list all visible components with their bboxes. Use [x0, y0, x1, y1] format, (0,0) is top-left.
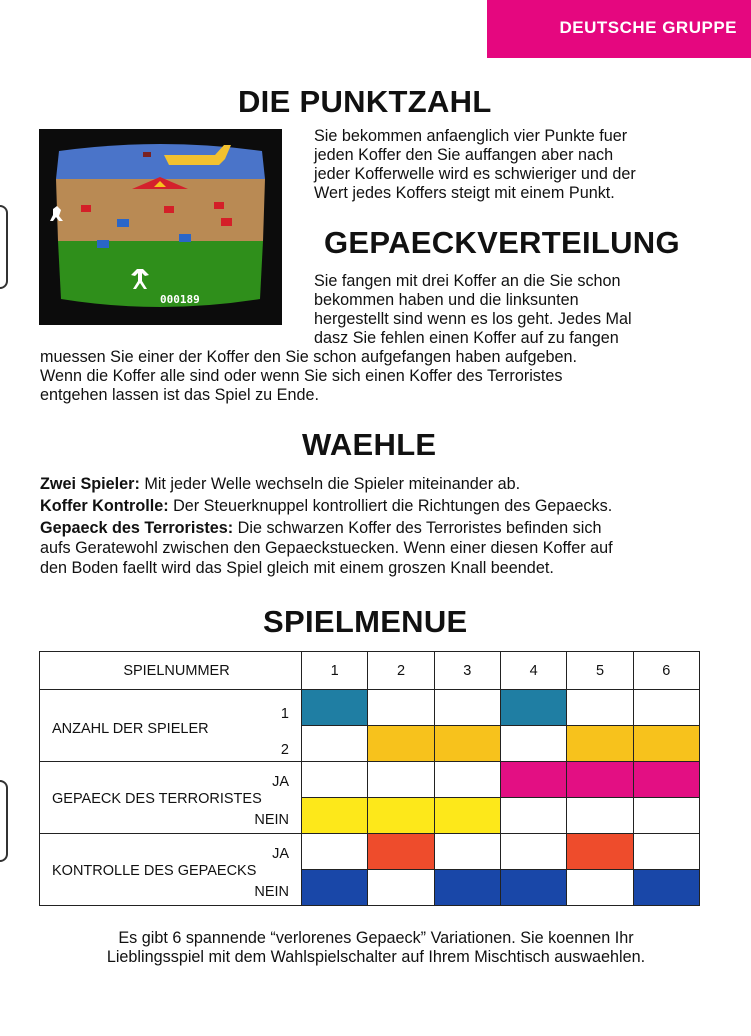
menu-cell	[633, 690, 699, 726]
game-number: 5	[567, 652, 633, 690]
suitcase-5	[221, 218, 232, 226]
distribution-line: dasz Sie fehlen einen Koffer auf zu fangen	[314, 329, 619, 347]
choice-control	[40, 496, 613, 516]
menu-cell	[434, 726, 500, 762]
choice-terror-line2: aufs Geratewohl zwischen den Gepaeckstuecken. Wenn einer diesen Koffer auf	[40, 539, 613, 557]
sky-suitcase	[143, 152, 151, 157]
game-screenshot	[39, 129, 282, 325]
menu-row	[40, 762, 700, 798]
menu-cell	[567, 834, 633, 870]
menu-cell	[368, 798, 434, 834]
distribution-line: hergestellt sind wenn es los geht. Jedes Mal	[314, 310, 632, 328]
menu-cell	[567, 726, 633, 762]
banner-title: DEUTSCHE GRUPPE	[559, 18, 737, 37]
menu-cell	[567, 798, 633, 834]
menu-cell	[633, 870, 699, 906]
option-label: NEIN	[254, 812, 289, 828]
menu-cell	[368, 870, 434, 906]
menu-cell	[567, 690, 633, 726]
group-cell-control	[40, 834, 302, 906]
menu-cell	[302, 798, 368, 834]
suitcase-1	[81, 205, 91, 212]
suitcase-7	[179, 234, 191, 242]
menu-cell	[633, 762, 699, 798]
group-label-terror: GEPAECK DES TERRORISTES	[52, 791, 262, 807]
game-screen-svg	[39, 129, 282, 325]
game-number: 6	[633, 652, 699, 690]
menu-cell	[368, 834, 434, 870]
menu-cell	[434, 834, 500, 870]
menu-cell	[368, 726, 434, 762]
menu-cell	[500, 726, 566, 762]
game-number: 2	[368, 652, 434, 690]
game-number: 1	[302, 652, 368, 690]
binder-clip-bottom	[0, 780, 8, 862]
suitcase-4	[214, 202, 224, 209]
menu-cell	[500, 870, 566, 906]
menu-cell	[434, 798, 500, 834]
game-number: 3	[434, 652, 500, 690]
group-label-control: KONTROLLE DES GEPAECKS	[52, 863, 257, 879]
menu-row	[40, 690, 700, 726]
distribution-line: muessen Sie einer der Koffer den Sie schon aufgefangen haben aufgeben.	[40, 348, 577, 366]
menu-cell	[434, 762, 500, 798]
menu-cell	[434, 870, 500, 906]
choices-text	[40, 474, 613, 578]
menu-cell	[567, 870, 633, 906]
menu-cell	[434, 690, 500, 726]
menu-cell	[633, 726, 699, 762]
distribution-line: bekommen haben und die linksunten	[314, 291, 579, 309]
game-menu-table	[39, 651, 700, 906]
distribution-line: Wenn die Koffer alle sind oder wenn Sie sich einen Koffer des Terroristes	[40, 367, 563, 385]
binder-clip-top	[0, 205, 8, 289]
option-label: JA	[272, 774, 289, 790]
scoring-line: Wert jedes Koffers steigt mit einem Punkt.	[314, 184, 615, 202]
footer-text	[40, 929, 712, 967]
menu-cell	[302, 690, 368, 726]
group-cell-players	[40, 690, 302, 762]
scoring-line: jeden Koffer den Sie auffangen aber nach	[314, 146, 614, 164]
choice-control-text: Der Steuerknuppel kontrolliert die Richtungen des Gepaecks.	[168, 497, 613, 515]
menu-header-row	[40, 652, 700, 690]
suitcase-6	[97, 240, 109, 248]
menu-row	[40, 834, 700, 870]
distribution-text-right	[314, 272, 632, 348]
choice-two-players-label: Zwei Spieler:	[40, 475, 140, 493]
menu-cell	[500, 798, 566, 834]
menu-cell	[500, 762, 566, 798]
option-label: JA	[272, 846, 289, 862]
scoring-line: jeder Kofferwelle wird es schwieriger und der	[314, 165, 636, 183]
choice-two-players	[40, 474, 613, 494]
menu-cell	[633, 798, 699, 834]
group-label-players: ANZAHL DER SPIELER	[52, 721, 209, 737]
scoring-line: Sie bekommen anfaenglich vier Punkte fuer	[314, 127, 628, 145]
choice-two-players-text: Mit jeder Welle wechseln die Spieler miteinander ab.	[139, 475, 521, 493]
choice-terror-line3: den Boden faellt wird das Spiel gleich mit einem groszen Knall beendet.	[40, 559, 554, 577]
suitcase-3	[164, 206, 174, 213]
menu-cell	[302, 762, 368, 798]
menu-cell	[302, 726, 368, 762]
option-label: 2	[280, 742, 289, 758]
distribution-text-full	[40, 348, 577, 405]
distribution-line: Sie fangen mit drei Koffer an die Sie schon	[314, 272, 621, 290]
menu-cell	[368, 762, 434, 798]
header-banner	[0, 0, 751, 58]
footer-line: Es gibt 6 spannende “verlorenes Gepaeck” Variationen. Sie koennen Ihr	[118, 929, 634, 947]
distribution-title: GEPAECKVERTEILUNG	[324, 225, 680, 260]
game-number: 4	[500, 652, 566, 690]
menu-cell	[368, 690, 434, 726]
scoring-title: DIE PUNKTZAHL	[238, 84, 492, 119]
menu-cell	[302, 870, 368, 906]
menu-header-label: SPIELNUMMER	[40, 652, 302, 690]
menu-cell	[633, 834, 699, 870]
scoring-text	[314, 127, 636, 203]
menu-title: SPIELMENUE	[263, 604, 468, 639]
choice-terror-line1: Die schwarzen Koffer des Terroristes befinden sich	[233, 519, 602, 537]
score-display: 000189	[160, 293, 200, 306]
choice-control-label: Koffer Kontrolle:	[40, 497, 169, 515]
screen-sky	[56, 144, 265, 179]
choice-terror	[40, 518, 613, 538]
group-cell-terror	[40, 762, 302, 834]
choices-title: WAEHLE	[302, 427, 437, 462]
menu-cell	[500, 690, 566, 726]
option-label: NEIN	[254, 884, 289, 900]
option-label: 1	[280, 706, 289, 722]
footer-line: Lieblingsspiel mit dem Wahlspielschalter auf Ihrem Mischtisch auswaehlen.	[106, 948, 646, 966]
menu-cell	[500, 834, 566, 870]
menu-cell	[567, 762, 633, 798]
suitcase-2	[117, 219, 129, 227]
menu-cell	[302, 834, 368, 870]
distribution-line: entgehen lassen ist das Spiel zu Ende.	[40, 386, 319, 404]
choice-terror-label: Gepaeck des Terroristes:	[40, 519, 234, 537]
